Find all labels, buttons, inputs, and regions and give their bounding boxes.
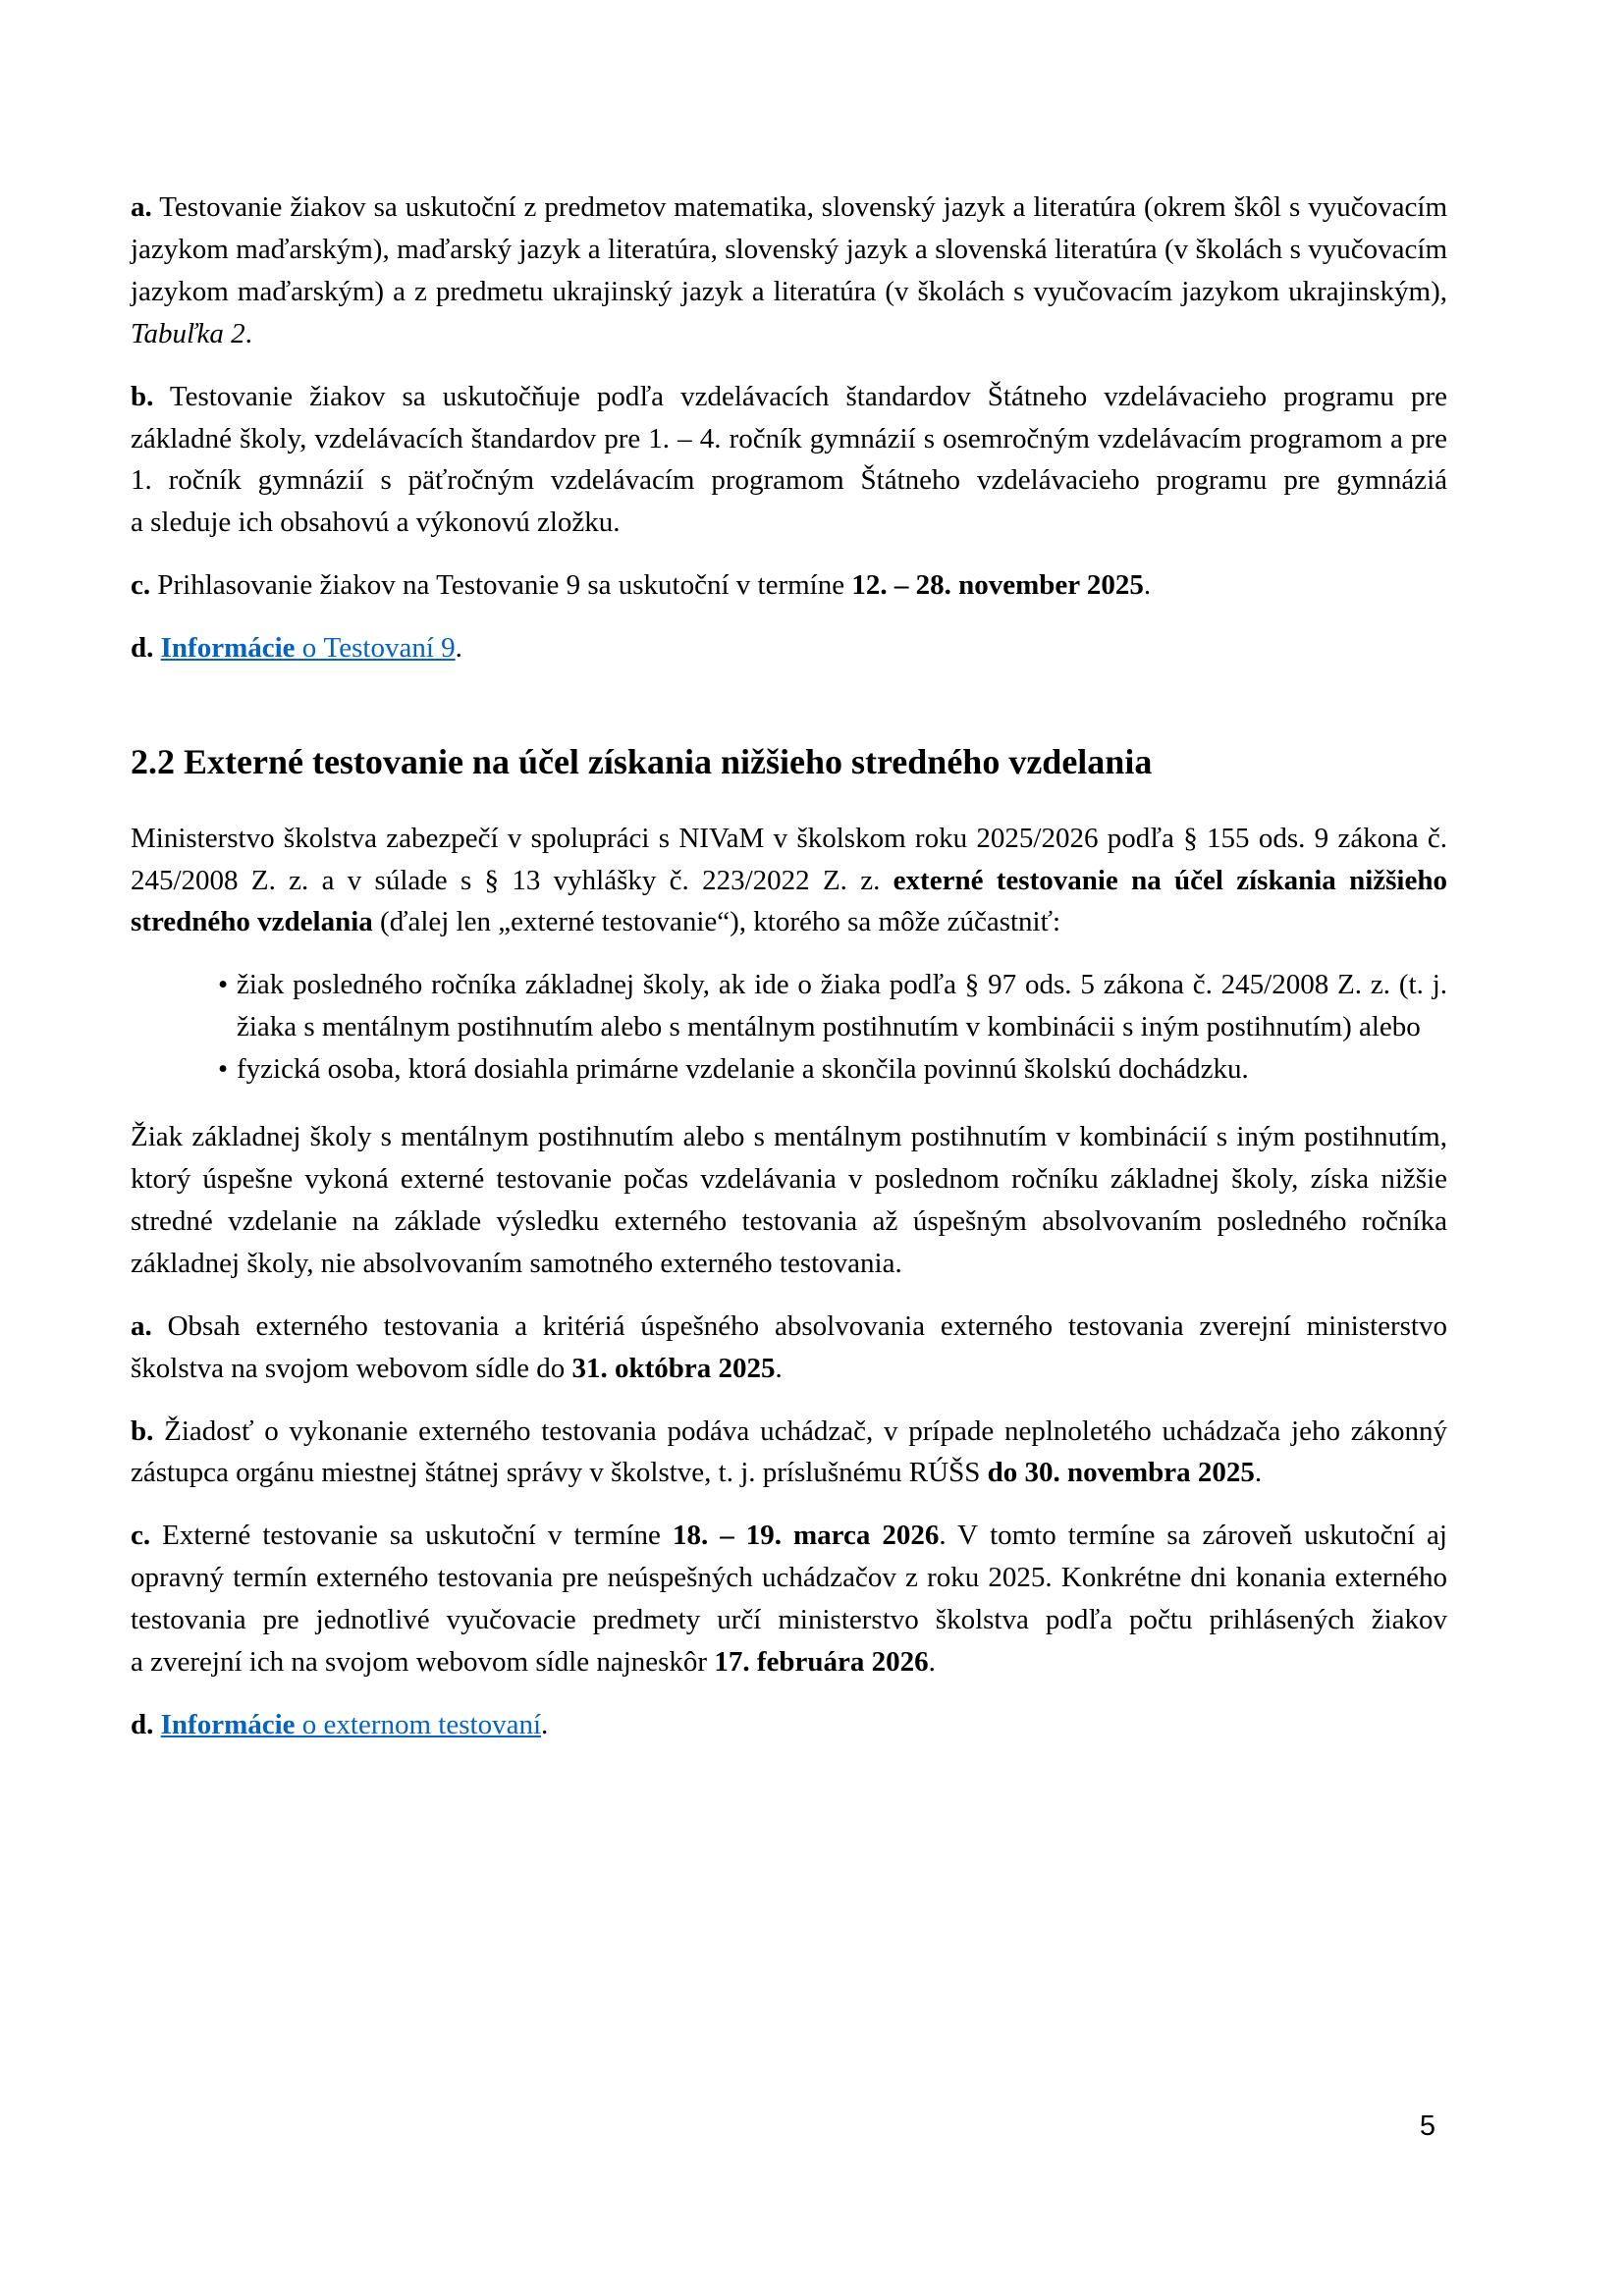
text-segment: žiak posledného ročníka základnej školy, ak ide o žiaka podľa § 97 ods. 5 zákona č. 245/2008 Z. z. (t. j. žiaka s mentálnym postihnutím alebo s mentálnym postihnutím v kombinácii s iným postihnutím) alebo	[237, 969, 1447, 1043]
eligibility-bullet-list	[131, 964, 1447, 1091]
text-segment: (ďalej len „externé testovanie“), ktorého sa môže zúčastniť:	[372, 906, 1061, 938]
text-segment: Obsah externého testovania a kritériá úspešného absolvovania externého testovania zverejní ministerstvo školstva na svojom webovom sídle do	[131, 1309, 1447, 1384]
text-segment: a.	[131, 1309, 152, 1342]
text-segment	[153, 632, 160, 664]
text-segment	[153, 1709, 160, 1740]
paragraph-ziak-zakladnej-skoly	[131, 1116, 1447, 1285]
paragraph-testovanie9-d-link-line	[131, 627, 1447, 669]
text-segment: c.	[131, 1520, 151, 1552]
text-segment: Tabuľka 2	[131, 317, 245, 349]
text-segment: fyzická osoba, ktorá dosiahla primárne vzdelanie a skončila povinnú školskú dochádzku.	[237, 1053, 1249, 1086]
text-segment: 12. – 28. november 2025	[851, 569, 1144, 602]
page-content	[131, 187, 1447, 1767]
hyperlink[interactable]: Informácie	[160, 632, 296, 665]
section-heading-2-2: 2.2 Externé testovanie na účel získania nižšieho stredného vzdelania	[131, 742, 1153, 782]
text-segment: externé testovanie na účel získania nižšieho stredného vzdelania	[131, 864, 1447, 938]
paragraph-externe-d-link-line	[131, 1704, 1447, 1746]
text-segment: . V tomto termíne sa zároveň uskutoční aj opravný termín externého testovania pre neúspešných uchádzačov z roku 2025. Konkrétne dni konania externého testovania pre jednotlivé vyučovacie predmety určí ministerstvo školstva podľa počtu prihlásených žiakov a zverejní ich na svojom webovom sídle najneskôr	[131, 1520, 1447, 1679]
paragraph-testovanie9-a	[131, 187, 1447, 355]
text-segment: Testovanie žiakov sa uskutoční z predmetov matematika, slovenský jazyk a literatúra (okrem škôl s vyučovacím jazykom maďarským), maďarský jazyk a literatúra, slovenský jazyk a slovenská literatúra (v školách s vyučovacím jazykom maďarským) a z predmetu ukrajinský jazyk a literatúra (v školách s vyučovacím jazykom ukrajinským),	[131, 191, 1447, 307]
text-segment: d.	[131, 632, 154, 665]
hyperlink[interactable]: o externom testovaní	[295, 1708, 542, 1740]
text-segment: .	[455, 632, 462, 665]
text-segment: .	[244, 317, 252, 349]
bullet-item-fyzicka-osoba	[131, 1048, 1447, 1091]
paragraph-externe-c	[131, 1515, 1447, 1683]
text-segment: Testovanie žiakov sa uskutočňuje podľa vzdelávacích štandardov Štátneho vzdelávacieho programu pre základné školy, vzdelávacích štandardov pre 1. – 4. ročník gymnázií s osemročným vzdelávacím programom a pre 1. ročník gymnázií s päťročným vzdelávacím programom Štátneho vzdelávacieho programu pre gymnáziá a sleduje ich obsahovú a výkonovú zložku.	[131, 380, 1447, 539]
text-segment: .	[541, 1708, 549, 1740]
text-segment: c.	[131, 569, 151, 602]
hyperlink[interactable]: o Testovaní 9	[295, 632, 456, 665]
text-segment: Žiak základnej školy s mentálnym postihnutím alebo s mentálnym postihnutím v kombinácií s iným postihnutím, ktorý úspešne vykoná externé testovanie počas vzdelávania v poslednom ročníku základnej školy, získa nižšie stredné vzdelanie na základe výsledku externého testovania až úspešným absolvovaním posledného ročníka základnej školy, nie absolvovaním samotného externého testovania.	[131, 1121, 1447, 1279]
paragraph-externe-intro	[131, 818, 1447, 944]
text-segment: .	[928, 1646, 936, 1679]
text-segment: b.	[131, 1415, 154, 1447]
text-segment: 18. – 19. marca 2026	[672, 1520, 940, 1552]
paragraph-externe-b	[131, 1411, 1447, 1495]
text-segment: Externé testovanie sa uskutoční v termíne	[150, 1520, 673, 1552]
text-segment: 17. februára 2026	[714, 1646, 929, 1679]
paragraph-testovanie9-c	[131, 564, 1447, 607]
text-segment: .	[1143, 569, 1152, 602]
bullet-item-ziak-posledneho-rocnika	[131, 964, 1447, 1048]
text-segment: Žiadosť o vykonanie externého testovania podáva uchádzač, v prípade neplnoletého uchádzača jeho zákonný zástupca orgánu miestnej štátnej správy v školstve, t. j. príslušnému RÚŠS	[131, 1415, 1447, 1489]
text-segment: do 30. novembra 2025	[987, 1457, 1255, 1489]
text-segment: 31. októbra 2025	[571, 1352, 776, 1384]
hyperlink[interactable]: Informácie	[160, 1708, 296, 1740]
text-segment: .	[775, 1352, 783, 1384]
paragraph-testovanie9-b	[131, 376, 1447, 545]
text-segment: b.	[131, 380, 154, 412]
text-segment: a.	[131, 191, 152, 223]
paragraph-externe-a	[131, 1306, 1447, 1390]
text-segment: Prihlasovanie žiakov na Testovanie 9 sa uskutoční v termíne	[150, 569, 852, 602]
text-segment: d.	[131, 1708, 154, 1740]
text-segment: Ministerstvo školstva zabezpečí v spolupráci s NIVaM v školskom roku 2025/2026 podľa § 155 ods. 9 zákona č. 245/2008 Z. z. a v súlade s § 13 vyhlášky č. 223/2022 Z. z.	[131, 822, 1447, 896]
text-segment: .	[1254, 1457, 1263, 1489]
page-number: 5	[1419, 2110, 1435, 2142]
